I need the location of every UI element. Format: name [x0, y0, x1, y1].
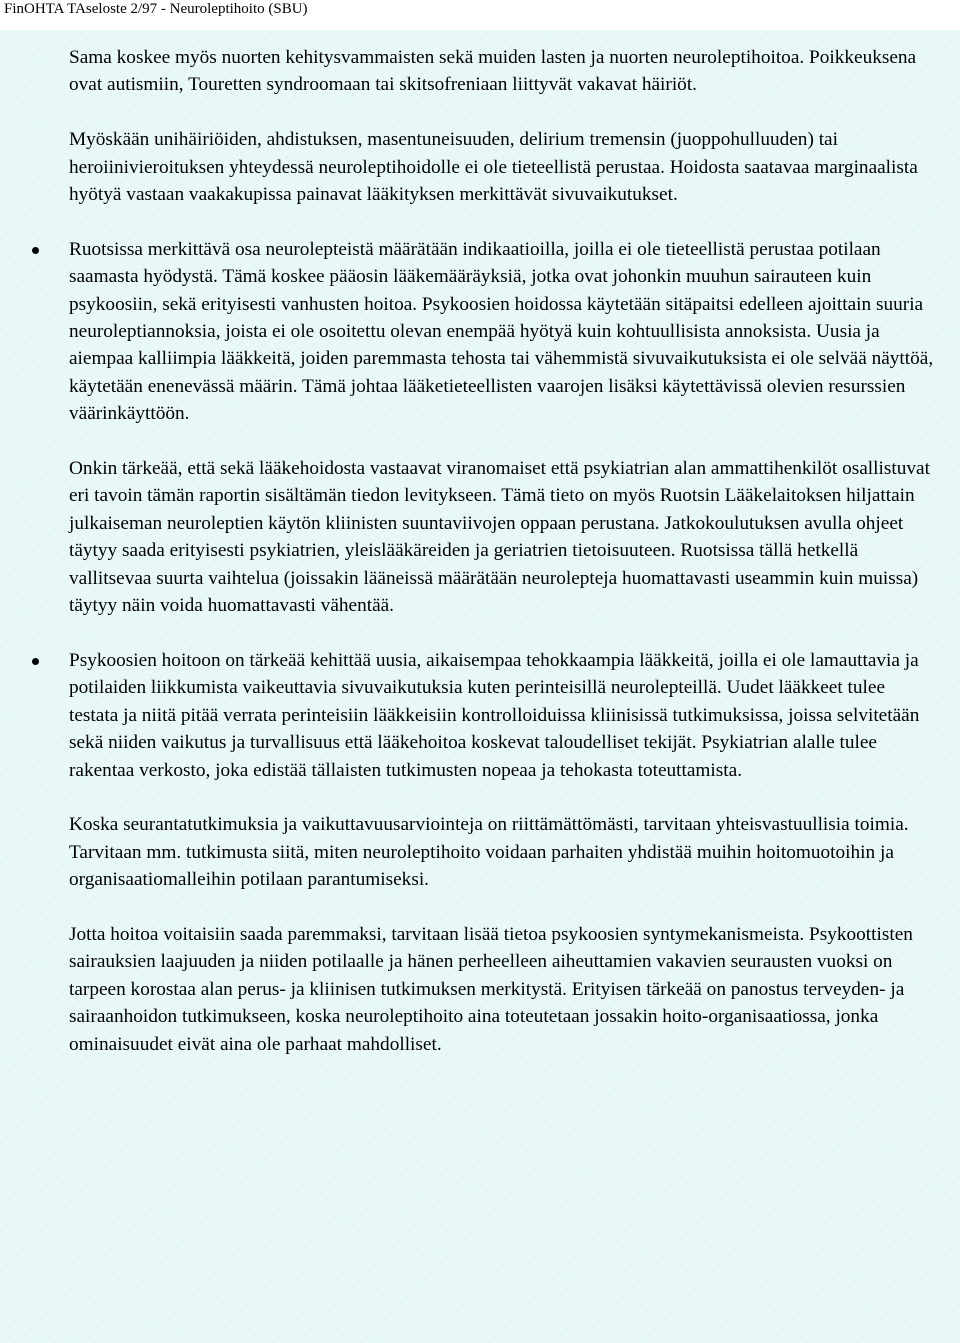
document-body — [69, 44, 939, 1085]
bullet-icon — [32, 247, 39, 254]
page-header — [0, 0, 960, 30]
paragraph-text: Ruotsissa merkittävä osa neurolepteistä määrätään indikaatioilla, joilla ei ole tieteellistä perustaa potilaan saamasta hyödystä. Tämä koskee pääosin lääkemääräyksiä, jotka ovat johonkin muuhun sairauteen kuin psykoosiin, sekä erityisesti vanhusten hoitoa. Psykoosien hoidossa käytetään sitäpaitsi edelleen ajoittain suuria neuroleptiannoksia, joista ei ole osoitettu olevan enempää hyötyä kuin kohtuullisista annoksista. Uusia ja aiempaa kalliimpia lääkkeitä, joiden paremmasta tehosta tai vähemmistä sivuvaikutuksista ei ole selvää näyttöä, käytetään enenevässä määrin. Tämä johtaa lääketieteellisten vaarojen lisäksi käytettävissä olevien resurssien väärinkäyttöön. — [69, 238, 934, 425]
paragraph-7 — [69, 921, 939, 1058]
paragraph-text: Sama koskee myös nuorten kehitysvammaisten sekä muiden lasten ja nuorten neuroleptihoitoa. Poikkeuksena ovat autismiin, Touretten syndroomaan tai skitsofreniaan liittyvät vakavat häiriöt. — [69, 47, 917, 96]
paragraph-text: Jotta hoitoa voitaisiin saada paremmaksi, tarvitaan lisää tietoa psykoosien syntymekanismeista. Psykoottisten sairauksien laajuuden ja niiden potilaalle ja hänen perheelleen aiheuttamien vakavien seurausten vuoksi on tarpeen korostaa alan perus- ja kliinisen tutkimuksen merkitystä. Erityisen tärkeää on panostus terveyden- ja sairaanhoidon tutkimukseen, koska neuroleptihoito aina toteutetaan jossakin hoito-organisaatiossa, jonka ominaisuudet eivät aina ole parhaat mahdolliset. — [69, 923, 913, 1055]
paragraph-text: Myöskään unihäiriöiden, ahdistuksen, masentuneisuuden, delirium tremensin (juoppohulluuden) tai heroiinivieroituksen yhteydessä neuroleptihoidolle ei ole tieteellistä perustaa. Hoidosta saatavaa marginaalista hyötyä vastaan vaakakupissa painavat lääkityksen merkittävät sivuvaikutukset. — [69, 129, 918, 206]
bullet-icon — [32, 658, 39, 665]
paragraph-2 — [69, 126, 939, 208]
document-title: FinOHTA TAseloste 2/97 - Neuroleptihoito (SBU) — [4, 1, 308, 17]
bullet-paragraph-5 — [69, 647, 939, 784]
bullet-paragraph-3 — [69, 236, 939, 428]
paragraph-text: Psykoosien hoitoon on tärkeää kehittää uusia, aikaisempaa tehokkaampia lääkkeitä, joilla ei ole lamauttavia ja potilaiden liikkumista vaikeuttavia sivuvaikutuksia kuten perinteisillä neurolepteillä. Uudet lääkkeet tulee testata ja niitä pitää verrata perinteisiin lääkkeisiin kontrolloiduissa kliinisissä tutkimuksissa, joissa selvitetään sekä niiden vaikutus ja turvallisuus että lääkehoitoa koskevat taloudelliset tekijät. Psykiatrian alalle tulee rakentaa verkosto, joka edistää tällaisten tutkimusten nopeaa ja tehokasta toteuttamista. — [69, 649, 920, 781]
paragraph-4 — [69, 455, 939, 619]
paragraph-text: Onkin tärkeää, että sekä lääkehoidosta vastaavat viranomaiset että psykiatrian alan ammattihenkilöt osallistuvat eri tavoin tämän raportin sisältämän tiedon levitykseen. Tämä tieto on myös Ruotsin Lääkelaitoksen hiljattain julkaiseman neuroleptien käytön kliinisten suuntaviivojen oppaan perustana. Jatkokoulutuksen avulla ohjeet täytyy saada erityisesti psykiatrien, yleislääkäreiden ja geriatrien tietoisuuteen. Ruotsissa tällä hetkellä vallitsevaa suurta vaihtelua (joissakin lääneissä määrätään neurolepteja huomattavasti useammin kuin muissa) täytyy näin voida huomattavasti vähentää. — [69, 458, 930, 617]
paragraph-text: Koska seurantatutkimuksia ja vaikuttavuusarviointeja on riittämättömästi, tarvitaan yhteisvastuullisia toimia. Tarvitaan mm. tutkimusta siitä, miten neuroleptihoito voidaan parhaiten yhdistää muihin hoitomuotoihin ja organisaatiomalleihin potilaan parantumiseksi. — [69, 814, 909, 891]
paragraph-6 — [69, 811, 939, 893]
paragraph-1 — [69, 44, 939, 99]
